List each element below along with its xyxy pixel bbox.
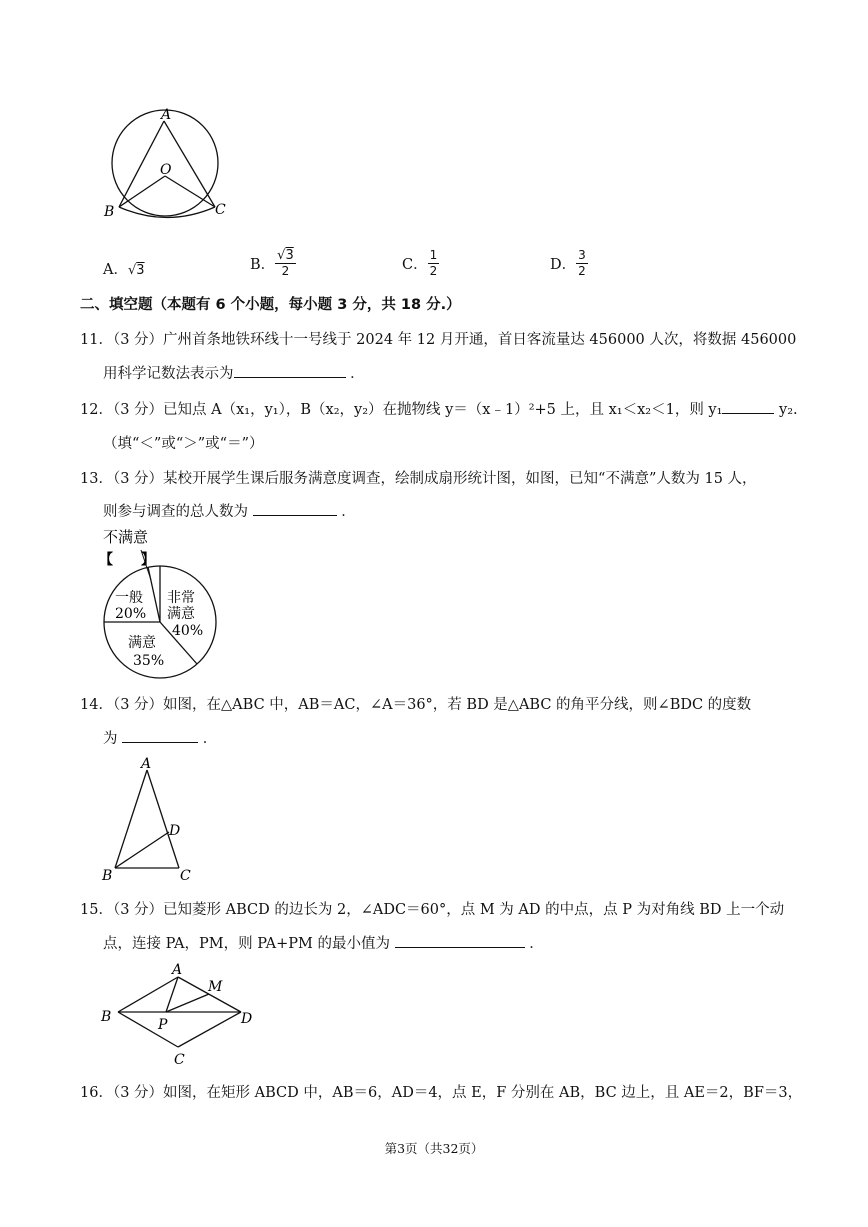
label-A: A [172,962,183,978]
q14-answer-blank[interactable] [122,728,198,743]
label-O: O [160,162,172,178]
section2-heading: 二、填空题（本题有 6 个小题，每小题 3 分，共 18 分.） [80,297,461,313]
q13-answer-blank[interactable] [253,501,337,516]
q15-rhombus-figure [98,958,263,1070]
q11-line1: 11．（3 分）广州首条地铁环线十一号线于 2024 年 12 月开通，首日客流量达 456000 人次，将数据 456000 [80,332,797,348]
q10-option-a: A．√3 [103,262,145,278]
page-footer: 第3页（共32页） [384,1141,484,1156]
q13-line2: 则参与调查的总人数为 ． [103,500,356,521]
q10-option-b: B． $\frac{√3}{2}$ [250,248,294,278]
q10-circle-figure [95,100,245,230]
label-D: D [169,823,181,839]
q10-option-c: C． $\frac{1}{2}$ [402,248,438,278]
q11-answer-blank[interactable] [234,363,346,378]
label-C: C [180,868,191,884]
q14-triangle-figure [98,752,208,887]
pie-caption: 不满意 [103,528,149,546]
q12-line1: 12．（3 分）已知点 A（x₁，y₁），B（x₂，y₂）在抛物线 y＝（x﹣1）²+5 上，且 x₁＜x₂＜1，则 y₁ y₂. [80,398,798,419]
q15-line2: 点，连接 PA，PM，则 PA+PM 的最小值为 ． [103,932,544,953]
slice-general-label: 一般 [115,590,143,606]
q10-option-d: D． $\frac{3}{2}$ [550,248,586,278]
q13-pie-chart [95,522,235,682]
q13-line1: 13．（3 分）某校开展学生课后服务满意度调查，绘制成扇形统计图，如图，已知“不满意”人数为 15 人， [80,471,757,487]
slice-sat-label: 满意 [128,635,156,651]
label-M: M [208,979,223,995]
label-C: C [215,202,226,218]
q16-line1: 16．（3 分）如图，在矩形 ABCD 中，AB＝6，AD＝4，点 E，F 分别在 AB，BC 边上，且 AE＝2，BF＝3， [80,1085,803,1101]
q14-line1: 14．（3 分）如图，在△ABC 中，AB＝AC，∠A＝36°，若 BD 是△ABC 的角平分线，则∠BDC 的度数 [80,697,752,713]
slice-very-pct: 40% [172,623,204,639]
q15-line1: 15．（3 分）已知菱形 ABCD 的边长为 2，∠ADC＝60°，点 M 为 AD 的中点，点 P 为对角线 BD 上一个动 [80,902,785,918]
slice-very-label-2: 满意 [167,606,195,622]
slice-very-label-1: 非常 [167,590,195,606]
label-C: C [174,1052,185,1068]
pie-bracket: 【 】 [99,552,155,568]
q14-line2: 为 ． [103,727,217,748]
label-B: B [102,868,113,884]
slice-general-pct: 20% [115,606,147,622]
label-B: B [101,1009,112,1025]
slice-sat-pct: 35% [133,653,165,669]
label-B: B [104,204,115,220]
q12-line2: （填“＜”或“＞”或“＝”） [103,436,264,452]
label-D: D [241,1011,253,1027]
label-P: P [158,1017,168,1033]
q15-answer-blank[interactable] [395,933,525,948]
label-A: A [161,107,172,123]
q11-line2: 用科学记数法表示为 ． [103,362,365,383]
q12-answer-blank[interactable] [722,399,774,414]
label-A: A [141,756,152,772]
